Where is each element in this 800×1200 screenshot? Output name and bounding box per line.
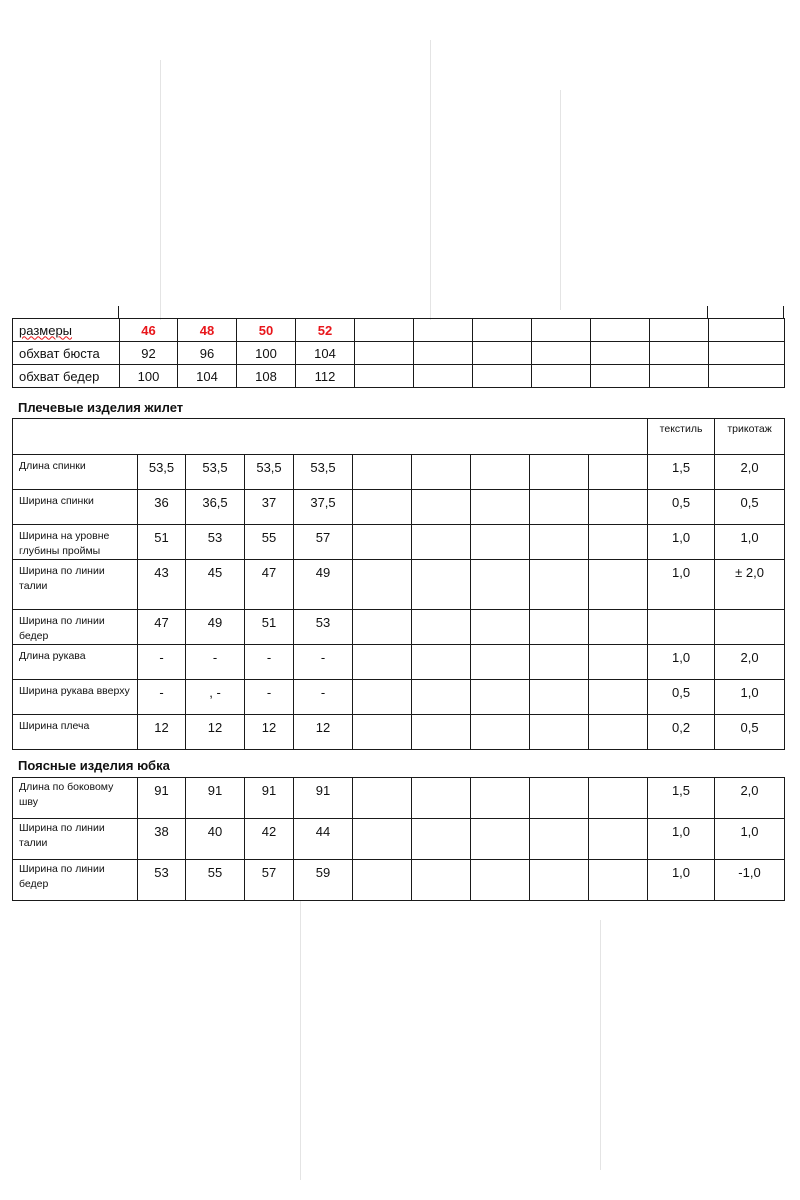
value-cell: 37,5 bbox=[294, 490, 353, 525]
empty-cell bbox=[589, 715, 648, 750]
knit-allowance-cell: ± 2,0 bbox=[715, 560, 785, 610]
empty-cell bbox=[412, 490, 471, 525]
empty-cell bbox=[473, 342, 532, 365]
table-row bbox=[13, 319, 785, 342]
table-row bbox=[13, 365, 785, 388]
knit-allowance-cell: 2,0 bbox=[715, 778, 785, 819]
row-label-text: Ширина по линии талии bbox=[19, 822, 105, 849]
table-border-stub bbox=[707, 306, 708, 318]
value-cell: 53,5 bbox=[186, 455, 245, 490]
value-cell: 104 bbox=[178, 365, 237, 388]
value-cell: 42 bbox=[245, 819, 294, 860]
table-row bbox=[13, 610, 785, 645]
table-row bbox=[13, 860, 785, 901]
row-label-text: Длина рукава bbox=[19, 650, 86, 662]
value-cell: 51 bbox=[138, 525, 186, 560]
empty-cell bbox=[530, 715, 589, 750]
empty-cell bbox=[709, 365, 785, 388]
knit-allowance-cell: 0,5 bbox=[715, 715, 785, 750]
knit-allowance-cell: 2,0 bbox=[715, 645, 785, 680]
textile-allowance-cell: 1,5 bbox=[648, 778, 715, 819]
value-cell: 47 bbox=[138, 610, 186, 645]
value-cell: 91 bbox=[245, 778, 294, 819]
empty-cell bbox=[532, 342, 591, 365]
empty-cell bbox=[530, 778, 589, 819]
empty-cell bbox=[650, 319, 709, 342]
table-row bbox=[13, 680, 785, 715]
row-label: обхват бедер bbox=[13, 365, 120, 388]
value-cell: 100 bbox=[120, 365, 178, 388]
empty-cell bbox=[353, 560, 412, 610]
value-cell: 53,5 bbox=[245, 455, 294, 490]
empty-cell bbox=[471, 610, 530, 645]
empty-cell bbox=[530, 680, 589, 715]
scan-artifact-line bbox=[430, 40, 431, 320]
empty-cell bbox=[591, 319, 650, 342]
empty-cell bbox=[591, 342, 650, 365]
empty-cell bbox=[353, 715, 412, 750]
textile-allowance-cell: 1,5 bbox=[648, 455, 715, 490]
value-cell: , - bbox=[186, 680, 245, 715]
empty-cell bbox=[589, 525, 648, 560]
empty-cell bbox=[471, 778, 530, 819]
textile-allowance-cell: 1,0 bbox=[648, 645, 715, 680]
empty-cell bbox=[589, 455, 648, 490]
empty-cell bbox=[471, 525, 530, 560]
empty-cell bbox=[589, 819, 648, 860]
value-cell: 96 bbox=[178, 342, 237, 365]
value-cell: 53,5 bbox=[138, 455, 186, 490]
vest-table bbox=[12, 418, 785, 750]
empty-cell bbox=[473, 319, 532, 342]
empty-cell bbox=[530, 490, 589, 525]
empty-cell bbox=[414, 365, 473, 388]
header-row bbox=[13, 419, 785, 455]
value-cell: 36,5 bbox=[186, 490, 245, 525]
row-label bbox=[13, 525, 138, 560]
empty-cell bbox=[412, 715, 471, 750]
value-cell: 104 bbox=[296, 342, 355, 365]
value-cell: 112 bbox=[296, 365, 355, 388]
row-label bbox=[13, 819, 138, 860]
empty-cell bbox=[353, 455, 412, 490]
row-label-text: Ширина плеча bbox=[19, 720, 90, 732]
value-cell: 57 bbox=[245, 860, 294, 901]
size-cell: 52 bbox=[296, 319, 355, 342]
row-label bbox=[13, 319, 120, 342]
row-label-text: Ширина по линии бедер bbox=[19, 863, 105, 890]
value-cell: 53 bbox=[186, 525, 245, 560]
empty-cell bbox=[471, 680, 530, 715]
empty-cell bbox=[471, 560, 530, 610]
empty-cell bbox=[532, 365, 591, 388]
table-row bbox=[13, 819, 785, 860]
row-label bbox=[13, 610, 138, 645]
textile-allowance-cell: 1,0 bbox=[648, 819, 715, 860]
table-row bbox=[13, 560, 785, 610]
empty-cell bbox=[355, 365, 414, 388]
textile-allowance-cell: 0,5 bbox=[648, 490, 715, 525]
empty-cell bbox=[353, 490, 412, 525]
table-row bbox=[13, 490, 785, 525]
row-label-text: Ширина на уровне глубины проймы bbox=[19, 530, 110, 557]
empty-cell bbox=[471, 455, 530, 490]
knit-allowance-cell: -1,0 bbox=[715, 860, 785, 901]
empty-cell bbox=[709, 342, 785, 365]
knit-allowance-cell bbox=[715, 610, 785, 645]
value-cell: 53 bbox=[294, 610, 353, 645]
textile-allowance-cell: 0,5 bbox=[648, 680, 715, 715]
empty-cell bbox=[353, 525, 412, 560]
textile-allowance-cell bbox=[648, 610, 715, 645]
table-row bbox=[13, 778, 785, 819]
value-cell: - bbox=[294, 680, 353, 715]
value-cell: 47 bbox=[245, 560, 294, 610]
value-cell: 12 bbox=[245, 715, 294, 750]
textile-allowance-cell: 1,0 bbox=[648, 860, 715, 901]
textile-allowance-cell: 0,2 bbox=[648, 715, 715, 750]
sizes-table bbox=[12, 318, 785, 388]
empty-cell bbox=[471, 715, 530, 750]
value-cell: 100 bbox=[237, 342, 296, 365]
col-header-knit: трикотаж bbox=[715, 419, 785, 455]
row-label bbox=[13, 560, 138, 610]
empty-cell bbox=[414, 319, 473, 342]
row-label-text: Длина спинки bbox=[19, 460, 86, 472]
knit-allowance-cell: 1,0 bbox=[715, 680, 785, 715]
value-cell: 49 bbox=[186, 610, 245, 645]
empty-cell bbox=[589, 645, 648, 680]
empty-cell bbox=[353, 610, 412, 645]
empty-cell bbox=[412, 778, 471, 819]
empty-cell bbox=[589, 560, 648, 610]
value-cell: 59 bbox=[294, 860, 353, 901]
scan-artifact-line bbox=[600, 920, 601, 1170]
value-cell: - bbox=[294, 645, 353, 680]
skirt-section-title: Поясные изделия юбка bbox=[18, 758, 170, 773]
empty-cell bbox=[589, 490, 648, 525]
empty-cell bbox=[650, 365, 709, 388]
scan-artifact-line bbox=[300, 900, 301, 1180]
size-cell: 46 bbox=[120, 319, 178, 342]
empty-cell bbox=[532, 319, 591, 342]
empty-cell bbox=[589, 860, 648, 901]
value-cell: 57 bbox=[294, 525, 353, 560]
row-label bbox=[13, 860, 138, 901]
size-cell: 50 bbox=[237, 319, 296, 342]
textile-allowance-cell: 1,0 bbox=[648, 525, 715, 560]
empty-cell bbox=[471, 645, 530, 680]
row-label-text: Ширина по линии бедер bbox=[19, 615, 105, 642]
table-row bbox=[13, 715, 785, 750]
table-row bbox=[13, 342, 785, 365]
scan-artifact-line bbox=[560, 90, 561, 310]
empty-cell bbox=[530, 455, 589, 490]
textile-allowance-cell: 1,0 bbox=[648, 560, 715, 610]
value-cell: 55 bbox=[245, 525, 294, 560]
value-cell: 108 bbox=[237, 365, 296, 388]
empty-cell bbox=[473, 365, 532, 388]
empty-cell bbox=[412, 455, 471, 490]
table-row bbox=[13, 455, 785, 490]
row-label bbox=[13, 715, 138, 750]
scan-artifact-line bbox=[160, 60, 161, 320]
value-cell: 53,5 bbox=[294, 455, 353, 490]
value-cell: 37 bbox=[245, 490, 294, 525]
value-cell: 92 bbox=[120, 342, 178, 365]
empty-cell bbox=[353, 860, 412, 901]
table-row bbox=[13, 645, 785, 680]
row-label bbox=[13, 455, 138, 490]
empty-cell bbox=[412, 645, 471, 680]
size-cell: 48 bbox=[178, 319, 237, 342]
value-cell: 45 bbox=[186, 560, 245, 610]
table-border-stub bbox=[118, 306, 119, 318]
value-cell: - bbox=[138, 680, 186, 715]
empty-cell bbox=[412, 525, 471, 560]
knit-allowance-cell: 1,0 bbox=[715, 819, 785, 860]
value-cell: 91 bbox=[294, 778, 353, 819]
value-cell: 40 bbox=[186, 819, 245, 860]
knit-allowance-cell: 1,0 bbox=[715, 525, 785, 560]
row-label-text: Ширина спинки bbox=[19, 495, 94, 507]
value-cell: - bbox=[186, 645, 245, 680]
empty-cell bbox=[589, 680, 648, 715]
empty-cell bbox=[530, 860, 589, 901]
empty-cell bbox=[412, 560, 471, 610]
empty-cell bbox=[589, 610, 648, 645]
value-cell: 12 bbox=[294, 715, 353, 750]
row-label bbox=[13, 778, 138, 819]
empty-cell bbox=[530, 645, 589, 680]
value-cell: 55 bbox=[186, 860, 245, 901]
empty-cell bbox=[530, 525, 589, 560]
empty-cell bbox=[471, 490, 530, 525]
table-border-stub bbox=[783, 306, 784, 318]
value-cell: 36 bbox=[138, 490, 186, 525]
empty-cell bbox=[353, 778, 412, 819]
empty-cell bbox=[412, 819, 471, 860]
value-cell: 44 bbox=[294, 819, 353, 860]
empty-cell bbox=[414, 342, 473, 365]
value-cell: - bbox=[138, 645, 186, 680]
empty-cell bbox=[412, 680, 471, 715]
value-cell: - bbox=[245, 645, 294, 680]
row-label bbox=[13, 645, 138, 680]
skirt-table bbox=[12, 777, 785, 901]
table-row bbox=[13, 525, 785, 560]
empty-cell bbox=[353, 819, 412, 860]
empty-cell bbox=[412, 860, 471, 901]
empty-cell bbox=[355, 319, 414, 342]
empty-cell bbox=[412, 610, 471, 645]
row-label-text: Ширина по линии талии bbox=[19, 565, 105, 592]
empty-cell bbox=[355, 342, 414, 365]
empty-cell bbox=[650, 342, 709, 365]
row-label-text: Ширина рукава вверху bbox=[19, 685, 130, 697]
value-cell: 43 bbox=[138, 560, 186, 610]
value-cell: 51 bbox=[245, 610, 294, 645]
empty-cell bbox=[709, 319, 785, 342]
empty-cell bbox=[353, 680, 412, 715]
value-cell: 91 bbox=[138, 778, 186, 819]
empty-cell bbox=[530, 610, 589, 645]
value-cell: 12 bbox=[138, 715, 186, 750]
empty-cell bbox=[589, 778, 648, 819]
value-cell: 91 bbox=[186, 778, 245, 819]
row-label bbox=[13, 680, 138, 715]
header-blank-cell bbox=[13, 419, 648, 455]
value-cell: - bbox=[245, 680, 294, 715]
empty-cell bbox=[353, 645, 412, 680]
knit-allowance-cell: 0,5 bbox=[715, 490, 785, 525]
empty-cell bbox=[530, 819, 589, 860]
row-label-text: Длина по боковому шву bbox=[19, 781, 114, 808]
vest-section-title: Плечевые изделия жилет bbox=[18, 400, 184, 415]
value-cell: 49 bbox=[294, 560, 353, 610]
empty-cell bbox=[591, 365, 650, 388]
empty-cell bbox=[471, 819, 530, 860]
empty-cell bbox=[471, 860, 530, 901]
col-header-textile: текстиль bbox=[648, 419, 715, 455]
row-label bbox=[13, 490, 138, 525]
size-label: размеры bbox=[19, 322, 73, 338]
row-label: обхват бюста bbox=[13, 342, 120, 365]
knit-allowance-cell: 2,0 bbox=[715, 455, 785, 490]
value-cell: 53 bbox=[138, 860, 186, 901]
value-cell: 12 bbox=[186, 715, 245, 750]
value-cell: 38 bbox=[138, 819, 186, 860]
empty-cell bbox=[530, 560, 589, 610]
